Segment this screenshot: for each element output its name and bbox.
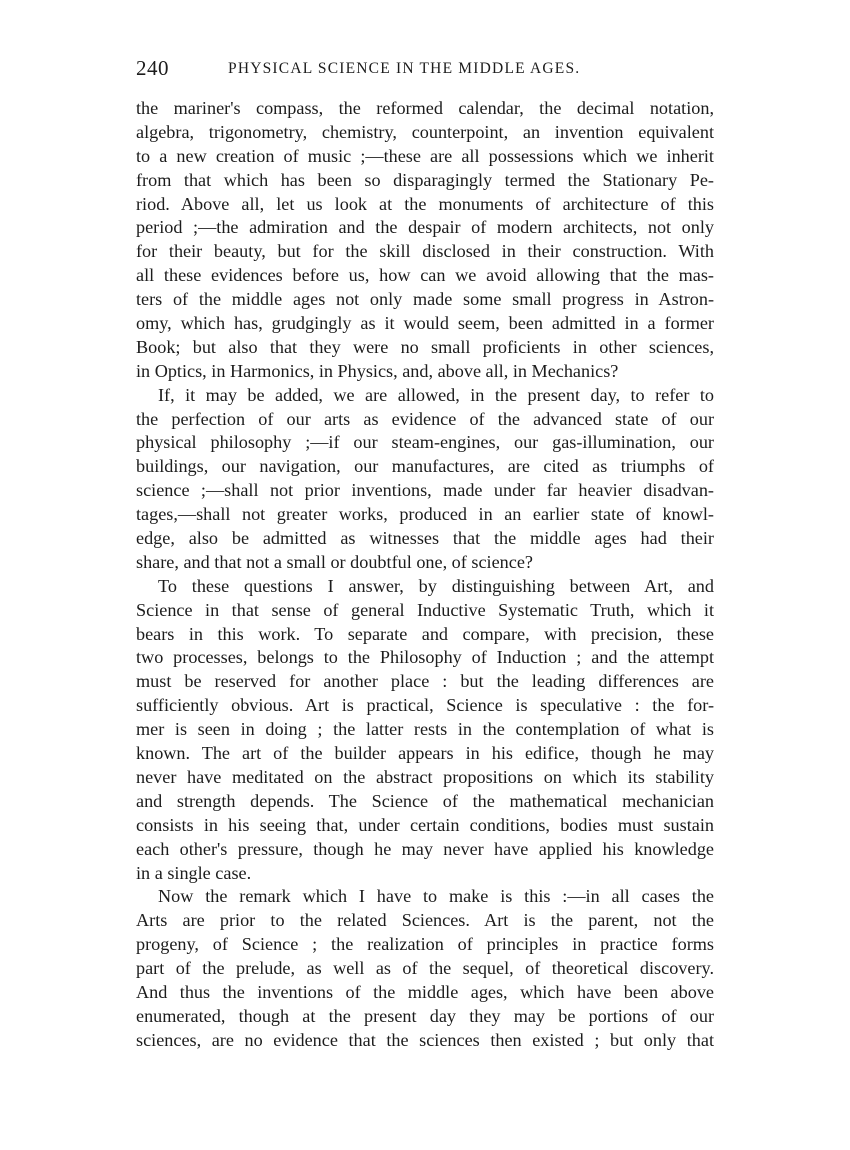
text-line: sufficiently obvious. Art is practical, Science is speculative : the for-: [136, 695, 714, 716]
text-line: progeny, of Science ; the realization of principles in practice forms: [136, 934, 714, 955]
text-line: If, it may be added, we are allowed, in the present day, to refer to: [158, 384, 714, 405]
page-number: 240: [136, 56, 169, 80]
text-line: to a new creation of music ;—these are all possessions which we inherit: [136, 145, 714, 166]
text-line: in Optics, in Harmonics, in Physics, and, above all, in Mechanics?: [136, 360, 619, 381]
body-text: [136, 97, 714, 1053]
paragraph-3: [136, 575, 714, 886]
page-header: [136, 56, 714, 90]
text-line: two processes, belongs to the Philosophy of Induction ; and the attempt: [136, 647, 714, 668]
text-line: Arts are prior to the related Sciences. Art is the parent, not the: [136, 910, 714, 931]
text-line: To these questions I answer, by distinguishing between Art, and: [158, 575, 714, 596]
text-line: the perfection of our arts as evidence of the advanced state of our: [136, 408, 714, 429]
text-line: mer is seen in doing ; the latter rests in the contemplation of what is: [136, 719, 714, 740]
text-line: sciences, are no evidence that the sciences then existed ; but only that: [136, 1029, 714, 1050]
text-line: and strength depends. The Science of the mathematical mechanician: [136, 790, 714, 811]
text-line: Science in that sense of general Inductive Systematic Truth, which it: [136, 599, 714, 620]
text-line: the mariner's compass, the reformed calendar, the decimal notation,: [136, 98, 714, 118]
paragraph-1: [136, 97, 714, 384]
text-line: ters of the middle ages not only made some small progress in Astron-: [136, 289, 714, 310]
text-line: tages,—shall not greater works, produced in an earlier state of knowl-: [136, 504, 714, 525]
text-line: edge, also be admitted as witnesses that the middle ages had their: [136, 528, 714, 549]
text-line: from that which has been so disparagingly termed the Stationary Pe-: [136, 169, 714, 190]
text-line: all these evidences before us, how can we avoid allowing that the mas-: [136, 265, 714, 286]
text-line: buildings, our navigation, our manufactures, are cited as triumphs of: [136, 456, 714, 477]
text-line: And thus the inventions of the middle ages, which have been above: [136, 981, 714, 1002]
text-line: must be reserved for another place : but the leading differences are: [136, 671, 714, 692]
text-line: each other's pressure, though he may never have applied his knowledge: [136, 838, 714, 859]
text-line: known. The art of the builder appears in his edifice, though he may: [136, 743, 714, 764]
text-line: algebra, trigonometry, chemistry, counterpoint, an invention equivalent: [136, 121, 714, 142]
text-line: part of the prelude, as well as of the sequel, of theoretical discovery.: [136, 958, 714, 979]
book-page: [136, 56, 714, 1050]
text-line: never have meditated on the abstract propositions on which its stability: [136, 766, 714, 787]
text-line: omy, which has, grudgingly as it would seem, been admitted in a former: [136, 313, 714, 334]
running-title: PHYSICAL SCIENCE IN THE MIDDLE AGES.: [228, 60, 581, 77]
text-line: riod. Above all, let us look at the monuments of architecture of this: [136, 193, 714, 214]
text-line: share, and that not a small or doubtful one, of science?: [136, 551, 533, 572]
paragraph-2: [136, 384, 714, 575]
text-line: in a single case.: [136, 862, 252, 883]
text-line: consists in his seeing that, under certain conditions, bodies must sustain: [136, 814, 714, 835]
text-line: enumerated, though at the present day they may be portions of our: [136, 1005, 714, 1026]
text-line: for their beauty, but for the skill disclosed in their construction. With: [136, 241, 714, 262]
paragraph-4: [136, 885, 714, 1052]
text-line: period ;—the admiration and the despair of modern architects, not only: [136, 217, 714, 238]
text-line: science ;—shall not prior inventions, made under far heavier disadvan-: [136, 480, 714, 501]
text-line: Now the remark which I have to make is this :—in all cases the: [158, 886, 714, 907]
text-line: bears in this work. To separate and compare, with precision, these: [136, 623, 714, 644]
text-line: physical philosophy ;—if our steam-engines, our gas-illumination, our: [136, 432, 714, 453]
text-line: Book; but also that they were no small proficients in other sciences,: [136, 336, 714, 357]
